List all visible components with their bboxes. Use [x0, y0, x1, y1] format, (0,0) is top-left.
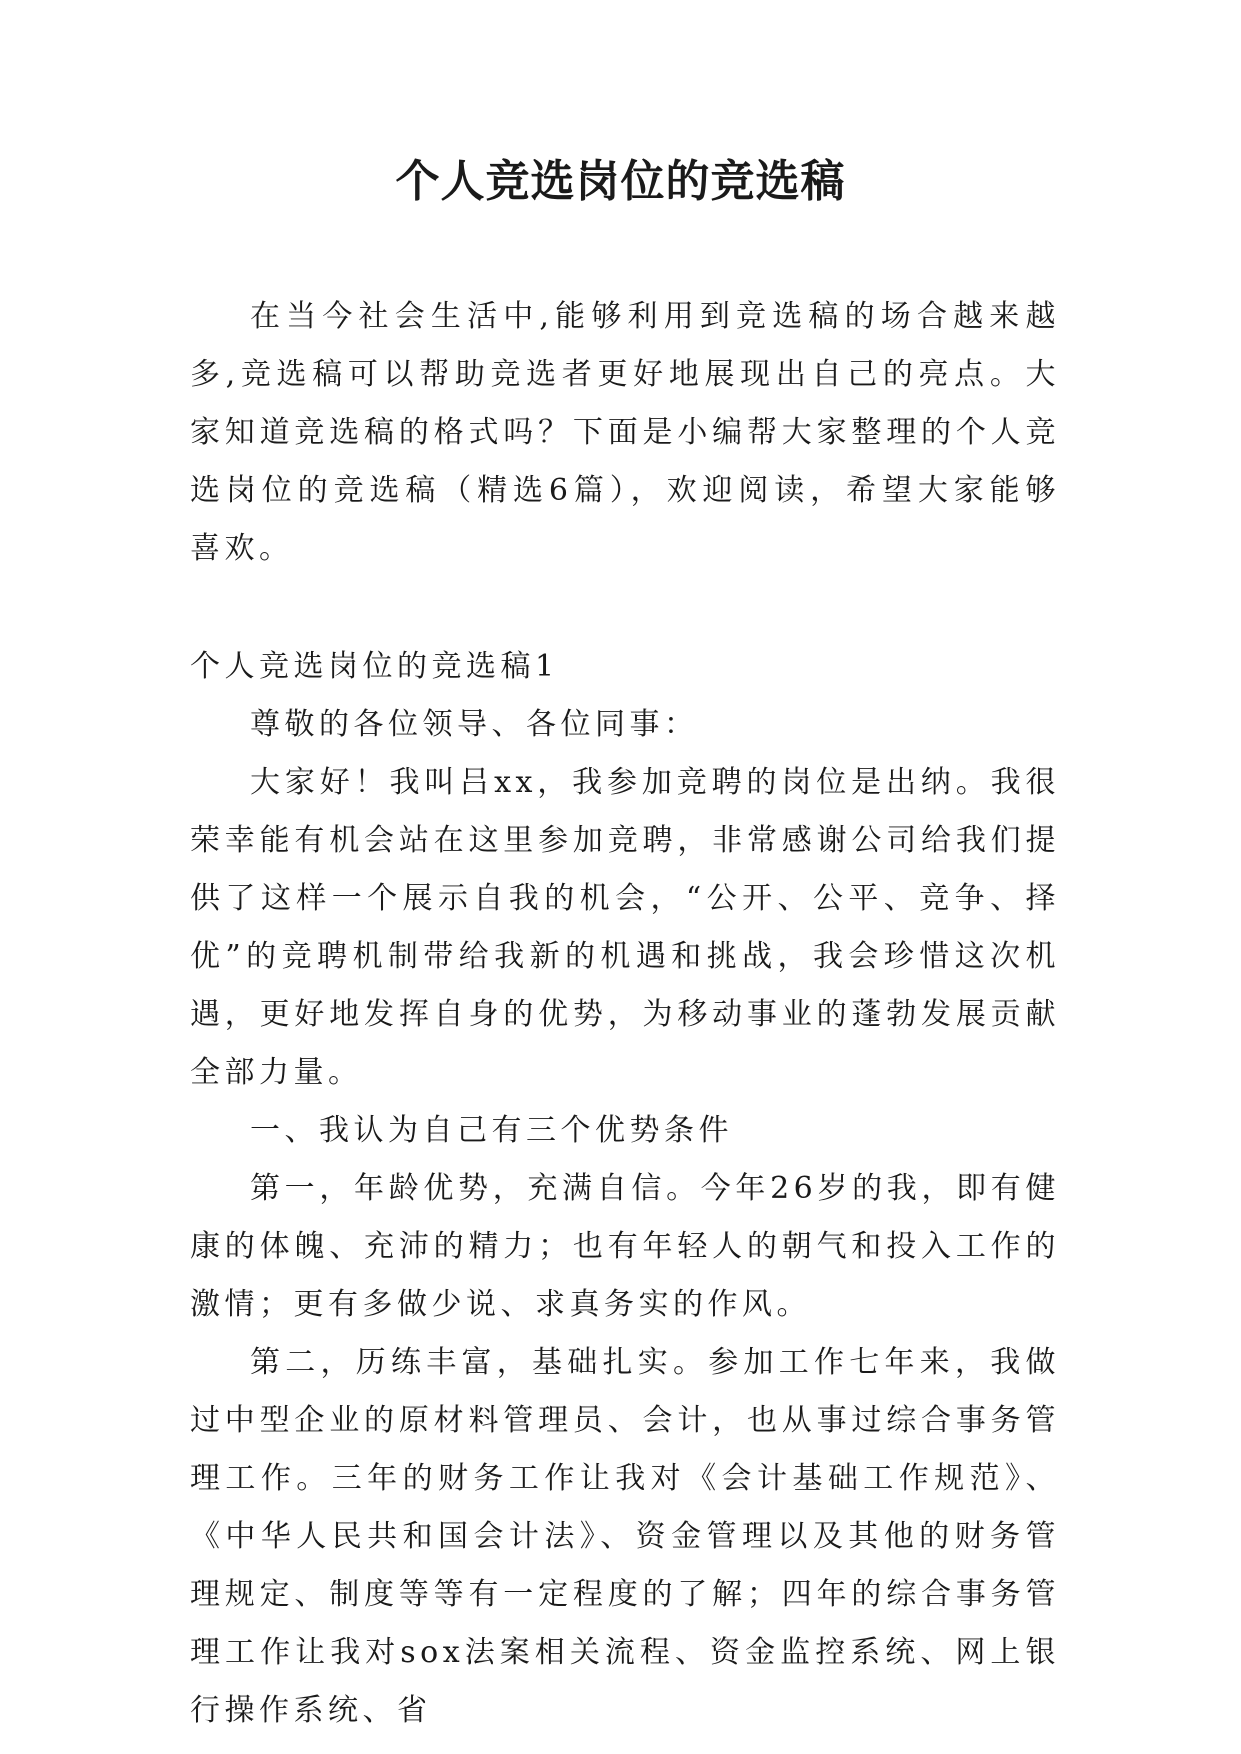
document-body — [190, 288, 1060, 1740]
document-title: 个人竞选岗位的竞选稿 — [395, 156, 846, 207]
body-paragraph: 第二，历练丰富，基础扎实。参加工作七年来，我做过中型企业的原材料管理员、会计，也从事过综合事务管理工作。三年的财务工作让我对《会计基础工作规范》、《中华人民共和国会计法》、资金管理以及其他的财务管理规定、制度等等有一定程度的了解；四年的综合事务管理工作让我对sox法案相关流程、资金监控系统、网上银行操作系统、省 — [190, 1345, 1060, 1728]
body-paragraph: 大家好！我叫吕xx，我参加竞聘的岗位是出纳。我很荣幸能有机会站在这里参加竞聘，非常感谢公司给我们提供了这样一个展示自我的机会，“公开、公平、竞争、择优”的竞聘机制带给我新的机遇和挑战，我会珍惜这次机遇，更好地发挥自身的优势，为移动事业的蓬勃发展贡献全部力量。 — [190, 765, 1060, 1090]
body-paragraph: 第一，年龄优势，充满自信。今年26岁的我，即有健康的体魄、充沛的精力；也有年轻人的朝气和投入工作的激情；更有多做少说、求真务实的作风。 — [190, 1171, 1060, 1322]
intro-paragraph: 在当今社会生活中,能够利用到竞选稿的场合越来越多,竞选稿可以帮助竞选者更好地展现出自己的亮点。大家知道竞选稿的格式吗？下面是小编帮大家整理的个人竞选岗位的竞选稿（精选6篇），欢迎阅读，希望大家能够喜欢。 — [190, 299, 1060, 566]
section-heading: 个人竞选岗位的竞选稿1 — [190, 649, 559, 684]
subheading-paragraph: 一、我认为自己有三个优势条件 — [250, 1113, 733, 1148]
salutation-paragraph: 尊敬的各位领导、各位同事： — [250, 707, 699, 742]
